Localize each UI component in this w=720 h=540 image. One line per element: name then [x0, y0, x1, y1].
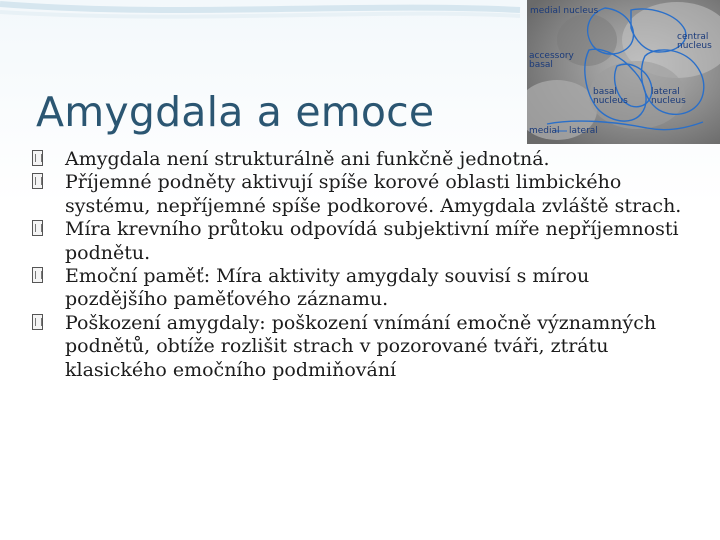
missing-glyph-bullet-icon [32, 314, 43, 330]
label-medial-nucleus: medial nucleus [530, 6, 599, 16]
amygdala-histology-figure [527, 0, 720, 144]
missing-glyph-bullet-icon [32, 220, 43, 236]
bullet-text: Emoční paměť: Míra aktivity amygdaly souvisí s mírou pozdějšího paměťového záznamu. [65, 265, 590, 311]
bullet-item [30, 171, 690, 218]
slide-title: Amygdala a emoce [36, 88, 435, 136]
label-medial: medial [529, 126, 560, 136]
bullet-text: Míra krevního průtoku odpovídá subjektivní míře nepříjemnosti podnětu. [65, 218, 679, 264]
missing-glyph-bullet-icon [32, 267, 43, 283]
bullet-text: Poškození amygdaly: poškození vnímání emočně významných podnětů, obtíže rozlišit strach v pozorované tváři, ztrátu klasického emočního podmiňování [65, 311, 657, 381]
amygdala-section-image [527, 0, 720, 144]
bullet-item [30, 148, 690, 171]
label-central-nucleus: central nucleus [677, 32, 712, 51]
bullet-text: Příjemné podněty aktivují spíše korové oblasti limbického systému, nepříjemné spíše podkorové. Amygdala zvláště strach. [65, 171, 682, 217]
missing-glyph-bullet-icon [32, 150, 43, 166]
label-lateral-nucleus: lateral nucleus [651, 87, 686, 106]
label-accessory-basal: accessory basal [529, 51, 574, 70]
bullet-item [30, 265, 690, 312]
bullet-item [30, 218, 690, 265]
bullet-list [30, 148, 690, 382]
label-lateral: lateral [569, 126, 598, 136]
bullet-text: Amygdala není strukturálně ani funkčně jednotná. [65, 148, 550, 170]
bullet-item [30, 312, 690, 382]
label-basal-nucleus: basal nucleus [593, 87, 628, 106]
missing-glyph-bullet-icon [32, 173, 43, 189]
